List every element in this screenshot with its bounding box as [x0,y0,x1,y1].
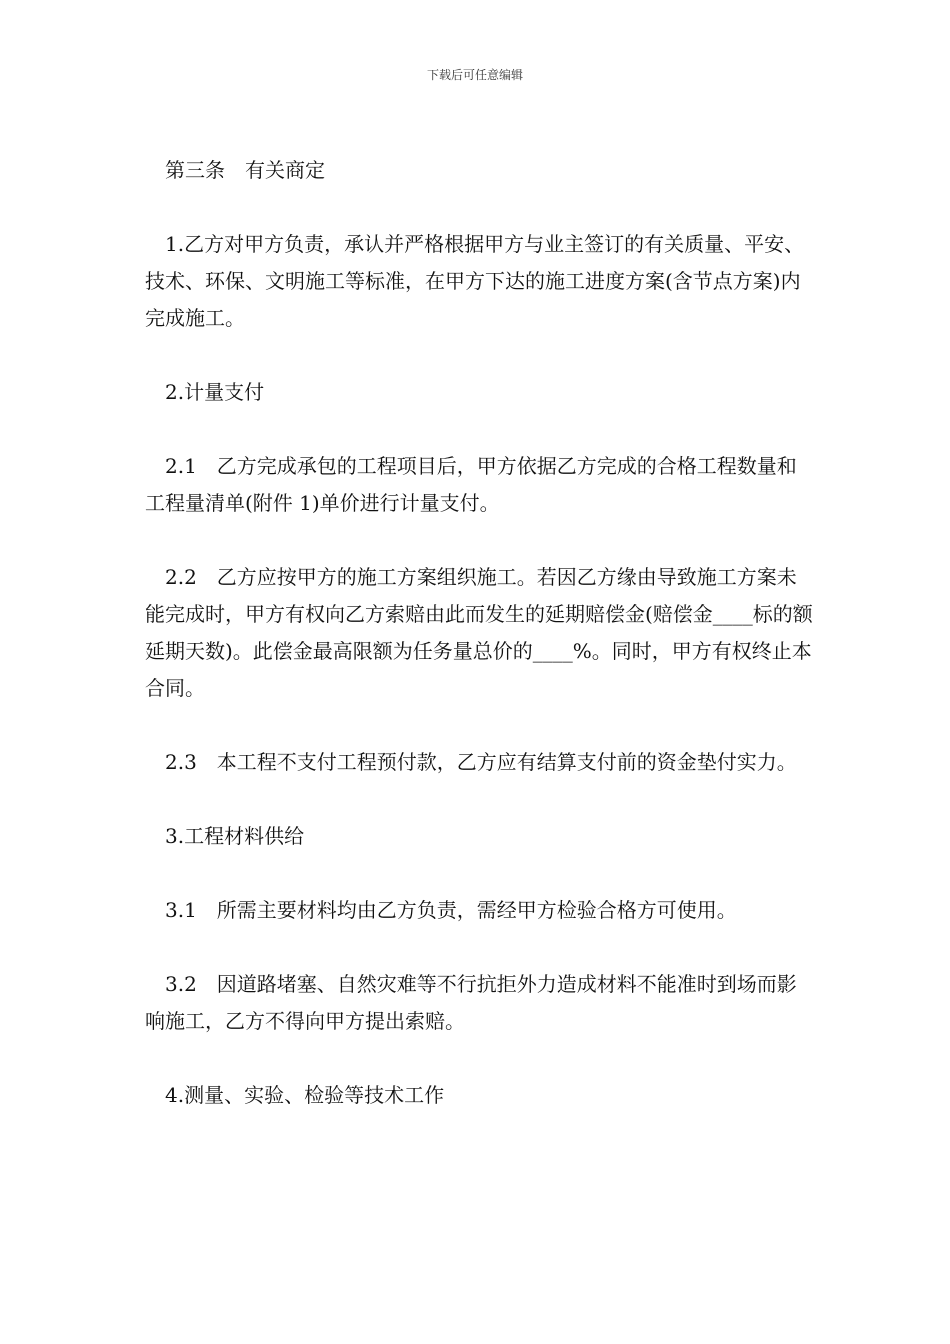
clause-3-2: 3.2 因道路堵塞、自然灾难等不行抗拒外力造成材料不能准时到场而影响施工，乙方不得向甲方提出索赔。 [145,972,797,1033]
clause-2-1: 2.1 乙方完成承包的工程项目后，甲方依据乙方完成的合格工程数量和工程量清单(附件 1)单价进行计量支付。 [145,454,797,515]
clause-2-3: 2.3 本工程不支付工程预付款，乙方应有结算支付前的资金垫付实力。 [165,750,797,774]
clause-3-1: 3.1 所需主要材料均由乙方负责，需经甲方检验合格方可使用。 [165,898,737,922]
document-body [145,152,815,1151]
article-heading: 第三条 有关商定 [165,158,325,182]
clause-1: 1.乙方对甲方负责，承认并严格根据甲方与业主签订的有关质量、平安、技术、环保、文明施工等标准，在甲方下达的施工进度方案(含节点方案)内完成施工。 [145,232,805,330]
section-heading-2: 2.计量支付 [165,380,265,404]
clause-2-2: 2.2 乙方应按甲方的施工方案组织施工。若因乙方缘由导致施工方案未能完成时，甲方有权向乙方索赔由此而发生的延期赔偿金(赔偿金____标的额延期天数)。此偿金最高限额为任务量总价的____%。同时，甲方有权终止本合同。 [145,565,813,700]
section-heading-3: 3.工程材料供给 [165,824,305,848]
page-header-note: 下载后可任意编辑 [426,68,523,82]
section-heading-4: 4.测量、实验、检验等技术工作 [165,1083,445,1107]
